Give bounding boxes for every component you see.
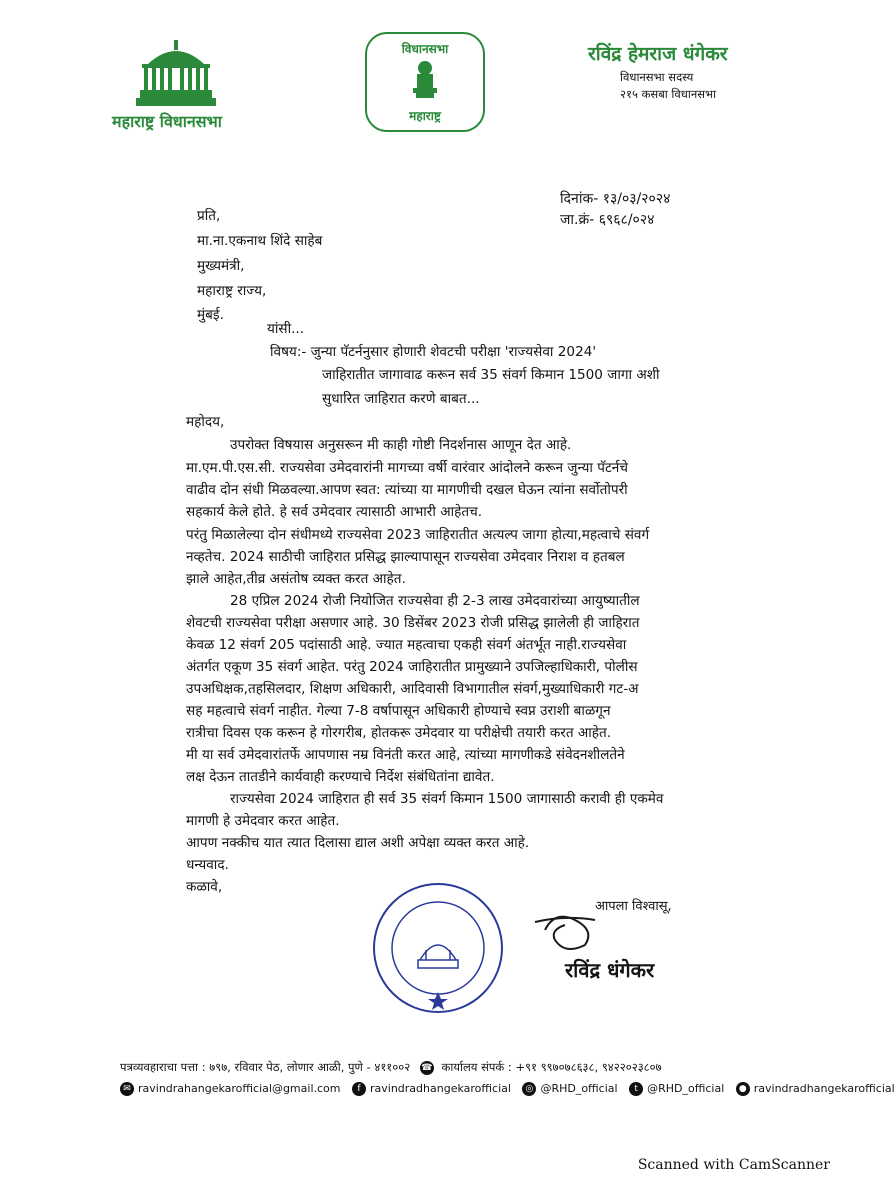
sign-off: आपला विश्वासू, <box>595 899 672 914</box>
address-value: ७९७, रविवार पेठ, लोणार आळी, पुणे - ४११००२ <box>209 1060 411 1074</box>
scanner-watermark: Scanned with CamScanner <box>637 1157 830 1173</box>
email-icon: ✉ <box>120 1082 134 1096</box>
footer-instagram[interactable]: @RHD_official <box>540 1082 618 1095</box>
footer-facebook[interactable]: ravindradhangekarofficial <box>370 1082 511 1095</box>
facebook-icon: f <box>352 1082 366 1096</box>
handwritten-signature-icon <box>525 900 635 960</box>
letter-date: दिनांक- १३/०३/२०२४ <box>560 191 671 207</box>
subject-line-2: जाहिरातीत जागावाढ करून सर्व 35 संवर्ग किमान 1500 जागा अशी <box>322 367 660 383</box>
body-line: केवळ 12 संवर्ग 205 पदांसाठी आहे. ज्यात महत्वाचा एकही संवर्ग अंतर्भूत नाही.राज्यसेवा <box>186 637 627 653</box>
signature-block <box>525 890 705 990</box>
body-line: आपण नक्कीच यात त्यात दिलासा द्याल अशी अपेक्षा व्यक्त करत आहे. <box>186 835 530 851</box>
closing-thanks: धन्यवाद. <box>186 857 229 873</box>
recipient-state: महाराष्ट्र राज्य, <box>197 283 267 299</box>
body-line: 28 एप्रिल 2024 रोजी नियोजित राज्यसेवा ही 2-3 लाख उमेदवारांच्या आयुष्यातील <box>230 593 640 609</box>
left-logo-caption: महाराष्ट्र विधानसभा <box>112 112 222 131</box>
greeting: महोदय, <box>186 414 225 430</box>
body-line: नव्हतेच. 2024 साठीची जाहिरात प्रसिद्ध झाल्यापासून राज्यसेवा उमेदवार निराश व हतबल <box>186 549 625 565</box>
footer-email[interactable]: ravindrahangekarofficial@gmail.com <box>138 1082 341 1095</box>
body-line: मागणी हे उमेदवार करत आहेत. <box>186 813 340 829</box>
recipient-designation: मुख्यमंत्री, <box>197 258 245 274</box>
emblem-top-text: विधानसभा <box>401 42 449 56</box>
footer-twitter[interactable]: @RHD_official <box>647 1082 725 1095</box>
signatory-name: रविंद्र धंगेकर <box>565 958 655 982</box>
member-constituency: २१५ कसबा विधानसभा <box>620 87 717 101</box>
closing-kalave: कळावे, <box>186 879 223 895</box>
instagram-icon: ◎ <box>522 1082 536 1096</box>
body-line: मी या सर्व उमेदवारांतर्फे आपणास नम्र विनंती करत आहे, त्यांच्या मागणीकडे संवेदनशीलतेने <box>186 747 625 763</box>
member-info <box>588 40 798 102</box>
member-designation: विधानसभा सदस्य <box>620 70 694 84</box>
footer-address <box>120 1060 662 1075</box>
ashoka-emblem-icon <box>407 60 443 100</box>
body-line: रात्रीचा दिवस एक करून हे गोरगरीब, होतकरू उमेदवार या परीक्षेची तयारी करत आहेत. <box>186 725 612 741</box>
subject-line-3: सुधारित जाहिरात करणे बाबत... <box>322 391 480 407</box>
official-stamp <box>370 880 506 1016</box>
body-line: मा.एम.पी.एस.सी. राज्यसेवा उमेदवारांनी मागच्या वर्षी वारंवार आंदोलने करून जुन्या पॅटर्नचे <box>186 460 628 476</box>
recipient-name: मा.ना.एकनाथ शिंदे साहेब <box>197 233 323 249</box>
salutation-to: यांसी... <box>267 321 305 337</box>
twitter-icon: t <box>629 1082 643 1096</box>
body-line: वाढीव दोन संधी मिळवल्या.आपण स्वत: त्यांच्या या मागणीची दखल घेऊन त्यांना सर्वोतोपरी <box>186 482 628 498</box>
subject-line-1: विषय:- जुन्या पॅटर्ननुसार होणारी शेवटची परीक्षा 'राज्यसेवा 2024' <box>270 344 597 360</box>
recipient-prati: प्रति, <box>197 208 221 224</box>
body-line: झाले आहेत,तीव्र असंतोष व्यक्त करत आहेत. <box>186 571 406 587</box>
address-label: पत्रव्यवहाराचा पत्ता : <box>120 1060 206 1074</box>
web-icon: ● <box>736 1082 750 1096</box>
body-line: उपरोक्त विषयास अनुसरून मी काही गोष्टी निदर्शनास आणून देत आहे. <box>230 437 572 453</box>
body-line: परंतु मिळालेल्या दोन संधीमध्ये राज्यसेवा 2023 जाहिरातीत अत्यल्प जागा होत्या,महत्वाचे संवर्ग <box>186 527 650 543</box>
body-line: अंतर्गत एकूण 35 संवर्ग आहेत. परंतु 2024 जाहिरातीत प्रामुख्याने उपजिल्हाधिकारी, पोलीस <box>186 659 638 675</box>
body-line: लक्ष देऊन तातडीने कार्यवाही करण्याचे निर्देश संबंधितांना द्यावेत. <box>186 769 495 785</box>
vidhan-bhavan-icon <box>134 38 218 108</box>
recipient-city: मुंबई. <box>197 307 224 323</box>
body-line: राज्यसेवा 2024 जाहिरात ही सर्व 35 संवर्ग किमान 1500 जागासाठी करावी ही एकमेव <box>230 791 664 807</box>
letter-reference: जा.क्रं- ६९६८/०२४ <box>560 212 655 228</box>
office-label: कार्यालय संपर्क : <box>441 1060 512 1074</box>
emblem-bottom-text: महाराष्ट्र <box>409 109 441 123</box>
vidhan-sabha-logo <box>112 38 262 132</box>
member-name: रविंद्र हेमराज धंगेकर <box>588 43 728 65</box>
vidhan-sabha-emblem <box>365 32 485 132</box>
phone-icon: ☎ <box>421 1062 433 1073</box>
footer-contacts <box>120 1082 895 1096</box>
body-line: उपअधिक्षक,तहसिलदार, शिक्षण अधिकारी, आदिवासी विभागातील संवर्ग,मुख्याधिकारी गट-अ <box>186 681 639 697</box>
body-line: शेवटची राज्यसेवा परीक्षा असणार आहे. 30 डिसेंबर 2023 रोजी प्रसिद्ध झालेली ही जाहिरात <box>186 615 640 631</box>
stamp-seal-icon <box>370 880 506 1016</box>
body-line: सह महत्वाचे संवर्ग नाहीत. गेल्या 7-8 वर्षापासून अधिकारी होण्याचे स्वप्न उराशी बाळगून <box>186 703 611 719</box>
office-phone: +९१ ९९७०७८६३८, ९४२२०२३८०७ <box>515 1060 662 1074</box>
footer-website[interactable]: ravindradhangekarofficial <box>753 1082 895 1095</box>
body-line: सहकार्य केले होते. हे सर्व उमेदवार त्यासाठी आभारी आहेतच. <box>186 504 483 520</box>
